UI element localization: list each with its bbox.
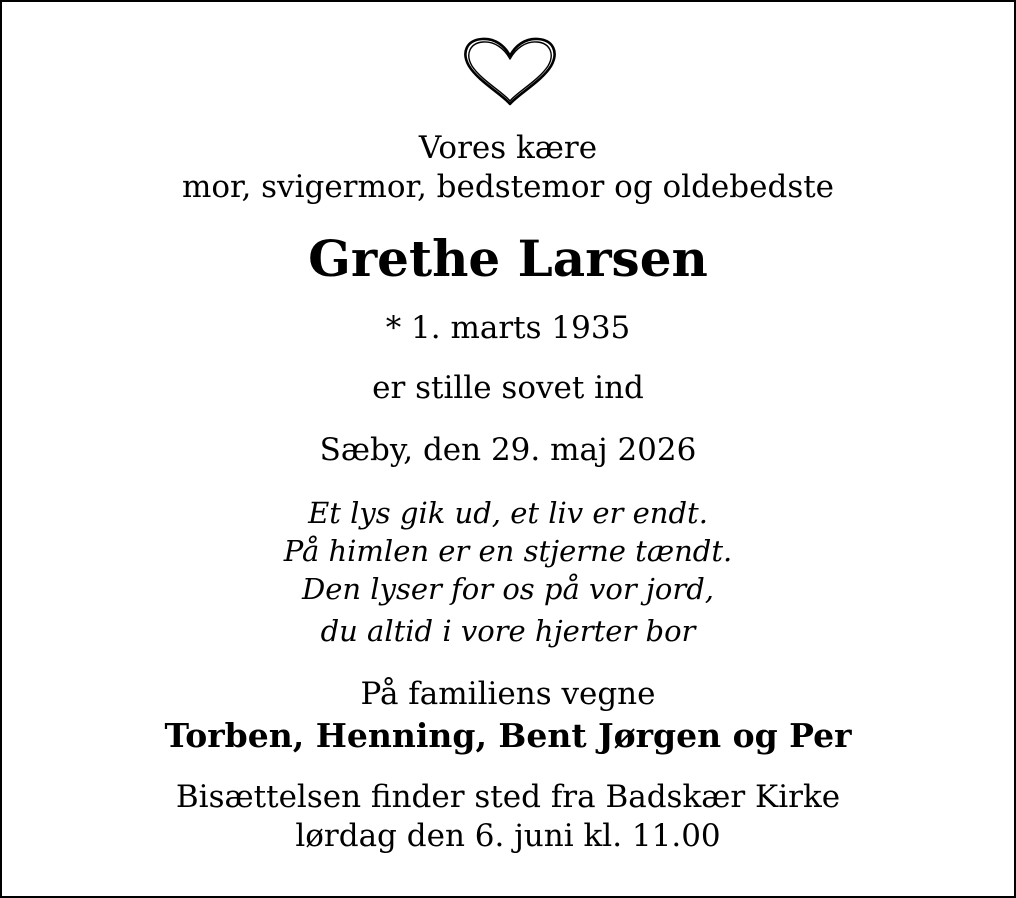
birth-date: * 1. marts 1935 [385,310,631,346]
verse-line: På himlen er en stjerne tændt. [283,534,733,568]
family-signers: Torben, Henning, Bent Jørgen og Per [164,716,852,755]
verse-line: du altid i vore hjerter bor [320,614,696,648]
relation-line: mor, svigermor, bedstemor og oldebedste [181,169,835,205]
funeral-location: Bisættelsen finder sted fra Badskær Kirke [175,779,841,815]
heart-icon [458,35,562,109]
deceased-name: Grethe Larsen [308,229,708,288]
intro-line: Vores kære [418,130,598,166]
funeral-time: lørdag den 6. juni kl. 11.00 [295,818,721,854]
verse-line: Den lyser for os på vor jord, [301,572,715,606]
place-and-date: Sæby, den 29. maj 2026 [319,432,697,468]
on-behalf-text: På familiens vegne [360,676,656,712]
verse-line: Et lys gik ud, et liv er endt. [308,496,708,530]
passing-text: er stille sovet ind [372,370,644,406]
